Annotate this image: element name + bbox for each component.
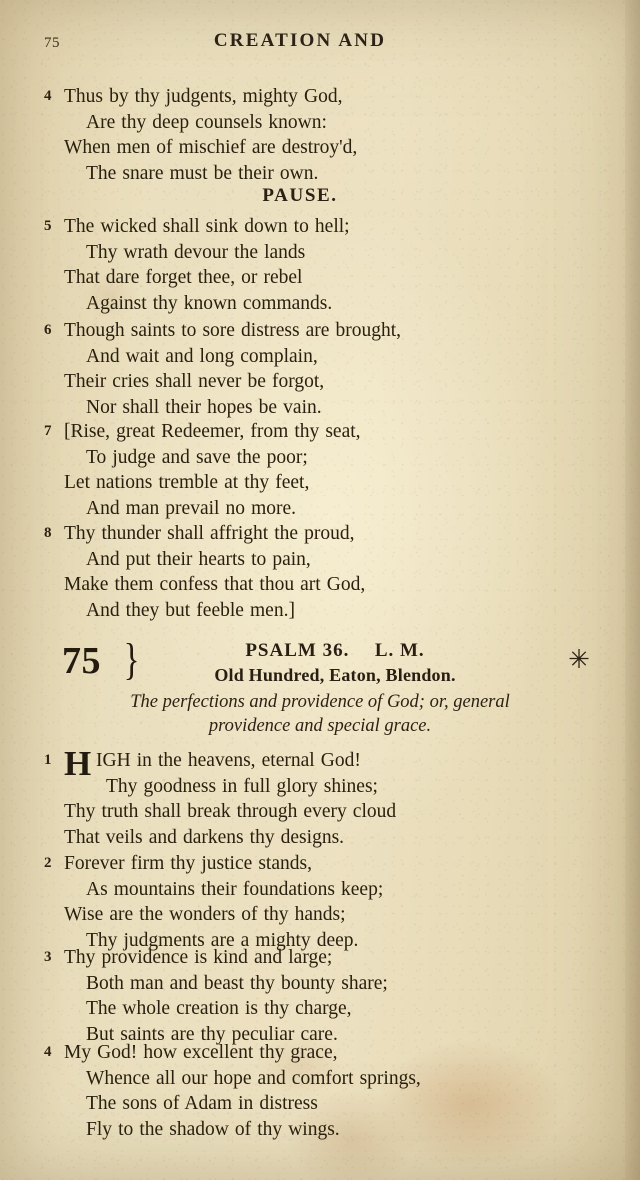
verse-text: Thy truth shall break through every cloud <box>64 801 397 822</box>
verse-text: That veils and darkens thy designs. <box>64 826 345 848</box>
hymn-meter: L. M. <box>374 640 425 661</box>
verse-text: That dare forget thee, or rebel <box>64 267 303 288</box>
stanza-6 <box>44 318 584 420</box>
verse-text: IGH in the heavens, eternal God! <box>96 750 361 771</box>
hymn-title-block <box>140 639 530 687</box>
verse-line <box>44 1040 584 1066</box>
hymn-number: 75 <box>62 640 101 682</box>
verse-line <box>44 547 584 573</box>
hymn-brace-ornament: } <box>123 635 140 684</box>
verse-text: But saints are thy peculiar care. <box>86 1023 338 1045</box>
verse-line <box>44 825 584 851</box>
verse-line <box>44 344 584 370</box>
verse-text: Thus by thy judgents, mighty God, <box>64 86 343 107</box>
verse-line <box>44 240 584 266</box>
verse-line <box>44 774 584 800</box>
psalm-label: PSALM 36. <box>245 640 350 661</box>
verse-text: And wait and long complain, <box>86 345 318 367</box>
verse-line <box>44 945 584 971</box>
verse-text: Both man and beast thy bounty share; <box>86 972 388 994</box>
page-number: 75 <box>44 35 60 51</box>
verse-line <box>44 291 584 317</box>
verse-text: Thy wrath devour the lands <box>86 241 306 263</box>
verse-number: 6 <box>44 322 52 338</box>
verse-line <box>44 1117 584 1143</box>
verse-number: 8 <box>44 525 52 541</box>
verse-text: Though saints to sore distress are brought, <box>64 320 402 341</box>
hymn-stanza-4 <box>44 1040 584 1142</box>
verse-number: 7 <box>44 423 52 439</box>
verse-text: [Rise, great Redeemer, from thy seat, <box>64 421 361 442</box>
verse-text: Forever firm thy justice stands, <box>64 853 312 874</box>
verse-number: 2 <box>44 855 52 871</box>
verse-line <box>44 395 584 421</box>
hymn-psalm-line <box>140 639 530 663</box>
verse-text: Make them confess that thou art God, <box>64 574 366 595</box>
asterisk-ornament-icon: ✳ <box>568 645 590 674</box>
verse-line <box>44 851 584 877</box>
verse-line <box>44 84 584 110</box>
verse-text: Nor shall their hopes be vain. <box>86 396 322 418</box>
verse-line <box>44 496 584 522</box>
verse-text: Let nations tremble at thy feet, <box>64 472 310 493</box>
verse-line <box>44 135 584 161</box>
verse-text: And they but feeble men.] <box>86 599 295 621</box>
verse-line <box>44 1091 584 1117</box>
verse-line <box>44 110 584 136</box>
verse-text: Wise are the wonders of thy hands; <box>64 904 346 925</box>
verse-text: Thy providence is kind and large; <box>64 947 333 968</box>
verse-line <box>44 161 584 187</box>
verse-text: Their cries shall never be forgot, <box>64 371 325 392</box>
verse-text: The sons of Adam in distress <box>86 1093 318 1114</box>
verse-text: As mountains their foundations keep; <box>86 878 384 900</box>
verse-line <box>44 419 584 445</box>
verse-text: When men of mischief are destroy'd, <box>64 137 358 158</box>
verse-line <box>44 470 584 496</box>
verse-text: To judge and save the poor; <box>86 446 308 468</box>
verse-text: Thy goodness in full glory shines; <box>106 775 378 797</box>
verse-line <box>44 996 584 1022</box>
verse-line <box>44 214 584 240</box>
verse-text: Are thy deep counsels known: <box>86 111 327 133</box>
stanza-5 <box>44 214 584 316</box>
verse-line <box>44 744 584 783</box>
hymn-stanza-2 <box>44 851 584 953</box>
verse-text: Whence all our hope and comfort springs, <box>86 1067 421 1089</box>
verse-line <box>44 445 584 471</box>
stanza-7 <box>44 419 584 521</box>
verse-text: And put their hearts to pain, <box>86 548 311 570</box>
verse-text: Thy thunder shall affright the proud, <box>64 523 355 544</box>
verse-line <box>44 1066 584 1092</box>
verse-line <box>44 877 584 903</box>
hymn-tunes: Old Hundred, Eaton, Blendon. <box>214 665 456 685</box>
verse-number: 4 <box>44 88 52 104</box>
verse-line <box>44 318 584 344</box>
hymn-stanza-3 <box>44 945 584 1047</box>
verse-text: The whole creation is thy charge, <box>86 998 352 1019</box>
verse-line <box>44 265 584 291</box>
verse-number: 5 <box>44 218 52 234</box>
hymn-stanza-1 <box>44 744 584 850</box>
verse-text: My God! how excellent thy grace, <box>64 1042 338 1063</box>
stanza-8 <box>44 521 584 623</box>
subtitle-line-1: The perfections and providence of God; or, general <box>130 692 510 712</box>
verse-line <box>44 369 584 395</box>
subtitle-line-2: providence and special grace. <box>208 716 432 736</box>
verse-number: 1 <box>44 752 52 768</box>
verse-line <box>44 902 584 928</box>
verse-number: 3 <box>44 949 52 965</box>
verse-line <box>44 799 584 825</box>
verse-line <box>44 572 584 598</box>
running-head-title: CREATION AND <box>213 30 387 51</box>
verse-text: And man prevail no more. <box>86 497 297 519</box>
verse-line <box>44 971 584 997</box>
running-head <box>0 30 600 56</box>
verse-text: Fly to the shadow of thy wings. <box>86 1118 340 1140</box>
verse-text: The wicked shall sink down to hell; <box>64 216 350 237</box>
verse-number: 4 <box>44 1044 52 1060</box>
hymn-subtitle <box>34 690 606 738</box>
verse-text: The snare must be their own. <box>86 162 319 184</box>
verse-line <box>44 521 584 547</box>
verse-text: Against thy known commands. <box>86 292 333 314</box>
pause-heading: PAUSE. <box>262 185 338 206</box>
drop-cap: H <box>64 744 92 783</box>
verse-line <box>44 598 584 624</box>
verse-text: Thy judgments are a mighty deep. <box>86 929 359 951</box>
stanza-4 <box>44 84 584 186</box>
